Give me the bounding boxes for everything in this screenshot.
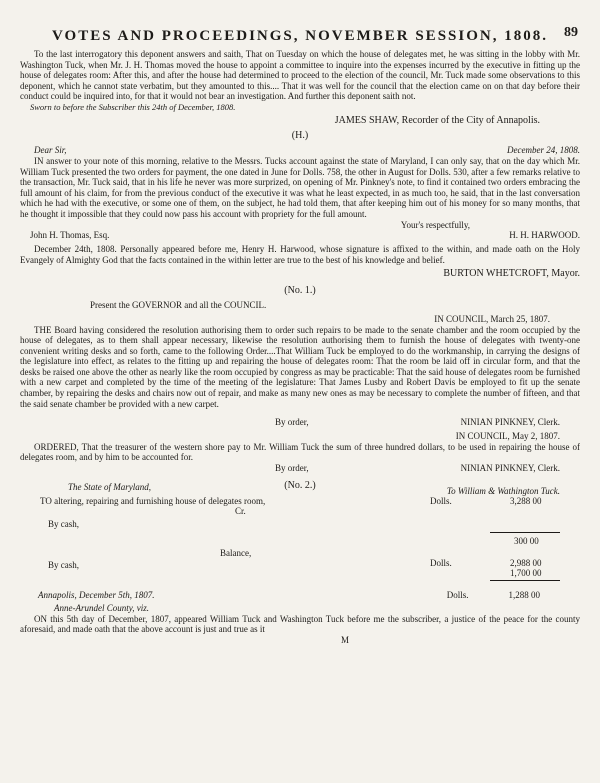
attestation-signature: BURTON WHETCROFT, Mayor.: [443, 268, 580, 280]
account-place-date: Annapolis, December 5th, 1807.: [38, 590, 155, 601]
by-order-2: By order,: [275, 463, 309, 474]
account-by-cash-2: By cash,: [48, 560, 79, 571]
letter-signature: H. H. HARWOOD.: [509, 230, 580, 241]
letter-addressee: John H. Thomas, Esq.: [30, 230, 110, 241]
council-signature-row-1: [20, 417, 580, 428]
page-number: 89: [564, 25, 578, 40]
account-dolls-3: Dolls.: [446, 590, 469, 601]
council-date-2: IN COUNCIL, May 2, 1807.: [455, 431, 560, 442]
letter-heading-row: [20, 145, 580, 156]
affidavit-signature: JAMES SHAW, Recorder of the City of Annapolis.: [334, 114, 540, 126]
account-dolls-1: Dolls.: [430, 496, 452, 507]
account-amount-3: 2,988 00: [510, 558, 542, 569]
clerk-signature-1: NINIAN PINKNEY, Clerk.: [460, 417, 560, 428]
section-label-no1: (No. 1.): [284, 285, 316, 297]
account-cr: Cr.: [235, 506, 246, 517]
section-label-no2: (No. 2.): [284, 480, 316, 492]
section-label-h: (H.): [291, 129, 309, 141]
oath-text: ON this 5th day of December, 1807, appeared William Tuck and Washington Tuck before me the subscriber, a justice of the peace for the county aforesaid, and made oath that the above account is just and true as it: [20, 613, 580, 635]
account-dolls-2: Dolls.: [430, 558, 452, 569]
running-title: VOTES AND PROCEEDINGS, NOVEMBER SESSION, 1808.: [52, 28, 548, 44]
by-order-1: By order,: [275, 417, 309, 428]
catchword: M: [340, 634, 349, 645]
county-line: Anne-Arundel County, viz.: [54, 603, 149, 614]
council-date-1: IN COUNCIL, March 25, 1807.: [434, 313, 550, 324]
account-rule-1: [490, 532, 560, 533]
attestation-body: December 24th, 1808. Personally appeared before me, Henry H. Harwood, whose signature is affixed to the within, and made oath on the Holy Evangely of Almighty God that the facts contained in the within letter are true to the best of his knowledge and belief.: [20, 244, 580, 265]
council-signature-row-2: [20, 463, 580, 474]
letter-body: IN answer to your note of this morning, relative to the Messrs. Tucks account against the state of Maryland, I can only say, that on the day which Mr. William Tuck presented the two orders for payment, the one dated in June for Dolls. 758, the other in August for Dolls. 530, after a few remarks relative to the transaction, Mr. Tuck said, that in his life he never was more surprized, on opening of Mr. Pinkney's note, to find it contained two orders embracing the full amount of his claim, for from the previous conduct of the executive it was what he least expected, in as much too, he said, that in the last conversation which he had with the executive, or some one of them, on the subject, he had told them, that after keeping him out of his money for so many months, that he thought it impossible that they could now pass his account with propriety for the full amount.: [20, 155, 580, 219]
affidavit-sworn-line: Sworn to before the Subscriber this 24th of December, 1808.: [30, 101, 236, 112]
account-item-1: TO altering, repairing and furnishing house of delegates room,: [40, 496, 266, 507]
page-header: [20, 25, 580, 45]
letter-date: December 24, 1808.: [507, 144, 580, 155]
council-order-2: ORDERED, That the treasurer of the western shore pay to Mr. William Tuck the sum of three hundred dollars, to be used in repairing the house of delegates room, and by him to be accounted for.: [20, 441, 580, 463]
account-debtor: The State of Maryland,: [68, 482, 151, 493]
account-amount-5: 1,288 00: [508, 590, 540, 601]
council-present-line: Present the GOVERNOR and all the COUNCIL.: [90, 300, 267, 311]
account-by-cash-1: By cash,: [48, 519, 79, 530]
account-amount-2: 300 00: [514, 536, 539, 547]
account-amount-1: 3,288 00: [510, 496, 542, 507]
council-order-body: THE Board having considered the resolution authorising them to order such repairs to be made to the senate chamber and the room occupied by the house of delegates, as to them shall appear necessary, likewise the resolution authorising them to furnish the house of delegates with twenty-one convenient writing desks and so forth, came to the following Order....That William Tuck be employed to do the workmanship, in carrying the designs of the legislature into effect, as relates to the fitting up and repairing the house of delegates room: That the room be laid off in circular form, and that the desks be raised one above the other as nearly like the room occupied by congress as may be practicable: That the said house of delegates room be furnished with a new carpet and completed by the time of the meeting of the legislature: That James Lusby and Robert Davis be employed to fit up the senate chamber, by repairing the desks and chairs now out of repair, and make as many new ones as may be necessary to complete the number of fifteen, and that the said senate chamber be provided with a new carpet.: [20, 324, 580, 409]
account-amount-4: 1,700 00: [510, 568, 542, 579]
clerk-signature-2: NINIAN PINKNEY, Clerk.: [460, 463, 560, 474]
affidavit-body: To the last interrogatory this deponent answers and saith, That on Tuesday on which the house of delegates met, he was sitting in the lobby with Mr. Washington Tuck, when Mr. J. H. Thomas moved the house to appoint a committee to inquire into the expenses incurred by the executive in fitting up the house of delegates room: After this, and after the house had determined to proceed to the election of the council, Mr. Tuck made some observations to this deponent, which he cannot state verbatim, but they amounted to this.... That it was well for the council that the election came on on that day before their conduct could be inquired into, for that it would not bear an investigation. And further this deponent saith not.: [20, 49, 580, 102]
account-balance-label: Balance,: [220, 548, 252, 559]
letter-salutation: Dear Sir,: [34, 144, 67, 155]
account-table: [20, 474, 580, 594]
letter-closing: Your's respectfully,: [400, 219, 470, 230]
account-creditor: To William & Wathington Tuck.: [446, 486, 560, 497]
account-rule-2: [490, 580, 560, 581]
letter-signature-row: [20, 230, 580, 241]
